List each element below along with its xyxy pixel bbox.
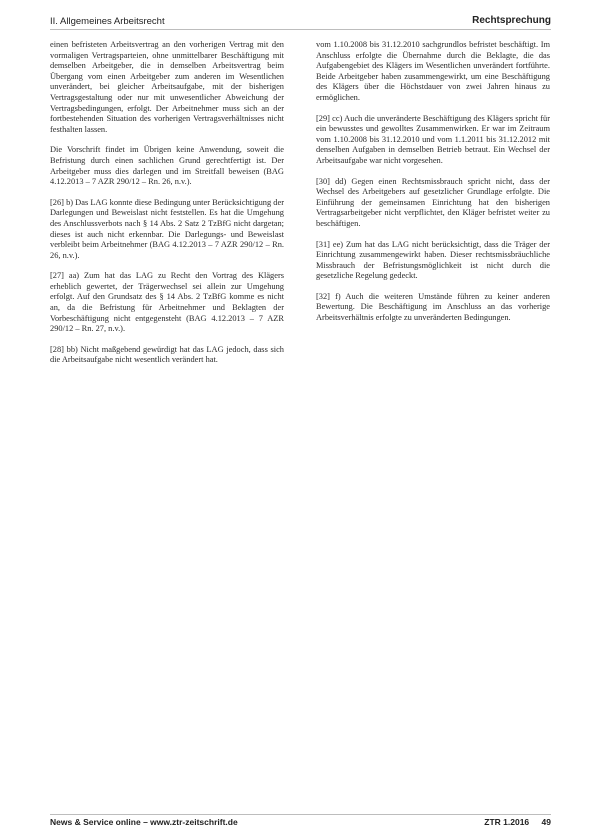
- footer-rule: [50, 814, 551, 815]
- right-text-column: [316, 40, 550, 807]
- body-paragraph: [28] bb) Nicht maßgebend gewürdigt hat das LAG jedoch, dass sich die Arbeitsaufgabe nicht wesentlich verändert hat.: [50, 344, 284, 365]
- body-paragraph: [29] cc) Auch die unveränderte Beschäftigung des Klägers spricht für ein bewusstes und gewolltes Zusammenwirken. Er war im Zeitraum vom 1.10.2008 bis 31.12.2010 und vom 1.1.2011 bis 31.12.2012 mit denselben Aufgaben in demselben Betrieb betraut. Ein Wechsel der Arbeitsaufgabe war nicht vorgesehen.: [316, 113, 550, 165]
- body-paragraph: [32] f) Auch die weiteren Umstände führen zu keiner anderen Bewertung. Die Beschäftigung im Anschluss an das vorherige Arbeitsverhältnis erfolgte zu unveränderten Bedingungen.: [316, 291, 550, 323]
- footer-issue-page: [474, 817, 551, 827]
- body-paragraph: einen befristeten Arbeitsvertrag an den vorherigen Vertrag mit den vormaligen Vertragsparteien, ohne unmittelbarer Beschäftigung mit demselben Arbeitgeber, die in demselben Arbeitsvertrag beim Übergang vom einen Arbeitgeber zum anderen im Wesentlichen unverändert, bei gleicher Arbeitsaufgabe, mit der bisherigen Vertragsgestaltung oder nur mit unwesentlicher Abweichung der Vertragsbedingungen, erfolgt. Der Arbeitnehmer muss sich an der fortbestehenden Situation des vorherigen Vertragsverhältnisses nicht festhalten lassen.: [50, 40, 284, 134]
- rubric-label: Rechtsprechung: [472, 15, 551, 26]
- section-heading: II. Allgemeines Arbeitsrecht: [50, 16, 165, 27]
- left-text-column: [50, 40, 284, 807]
- body-paragraph: [30] dd) Gegen einen Rechtsmissbrauch spricht nicht, dass der Wechsel des Arbeitgebers auf gesetzlicher Grundlage erfolgte. Die Einführung der gemeinsamen Einrichtung hat den bisherigen Vertragsarbeitgeber nicht verpflichtet, den Kläger befristet weiter zu beschäftigen.: [316, 176, 550, 228]
- footer-website: News & Service online – www.ztr-zeitschrift.de: [50, 817, 238, 827]
- body-paragraph: Die Vorschrift findet im Übrigen keine Anwendung, soweit die Befristung durch einen sachlichen Grund gerechtfertigt ist. Der Arbeitgeber muss dies darlegen und im Streitfall beweisen (BAG 4.12.2013 – 7 AZR 290/12 – Rn. 26, n.v.).: [50, 145, 284, 187]
- page-footer: [50, 814, 551, 828]
- body-paragraph: [31] ee) Zum hat das LAG nicht berücksichtigt, dass die Träger der Einrichtung zusammengewirkt haben. Dieser rechtsmissbräuchliche Missbrauch der Befristungsmöglichkeit ist nicht durch die gesetzliche Regelung gedeckt.: [316, 239, 550, 281]
- page-number: 49: [541, 817, 551, 827]
- page-header: [50, 0, 551, 33]
- body-paragraph: vom 1.10.2008 bis 31.12.2010 sachgrundlos befristet beschäftigt. Im Anschluss erfolgte die Übernahme durch die Beklagte, die das Aufgabengebiet des Klägers im Wesentlichen unverändert fortführte. Beide Arbeitgeber haben zusammengewirkt, um eine Beschäftigung des Klägers über die Höchstdauer von zwei Jahren hinaus zu ermöglichen.: [316, 40, 550, 102]
- body-paragraph: [27] aa) Zum hat das LAG zu Recht den Vortrag des Klägers erheblich gewertet, der Trägerwechsel sei allein zur Umgehung erfolgt. Auf den Grundsatz des § 14 Abs. 2 TzBfG komme es nicht an, da die Befristung für Arbeitnehmer und Beklagten der Vorbeschäftigung nicht entgegensteht (BAG 4.12.2013 – 7 AZR 290/12 – Rn. 27, n.v.).: [50, 271, 284, 334]
- header-rule: [50, 29, 551, 30]
- body-paragraph: [26] b) Das LAG konnte diese Bedingung unter Berücksichtigung der Darlegungen und Beweislast nicht feststellen. Es hat die Umgehung des Anschlussverbots nach § 14 Abs. 2 Satz 2 TzBfG nicht dargetan; dieses ist auch nicht erkennbar. Die Darlegungs- und Beweislast verbleibt beim Arbeitnehmer (BAG 4.12.2013 – 7 AZR 290/12 – Rn. 26, n.v.).: [50, 197, 284, 260]
- issue-label: ZTR 1.2016: [484, 817, 530, 827]
